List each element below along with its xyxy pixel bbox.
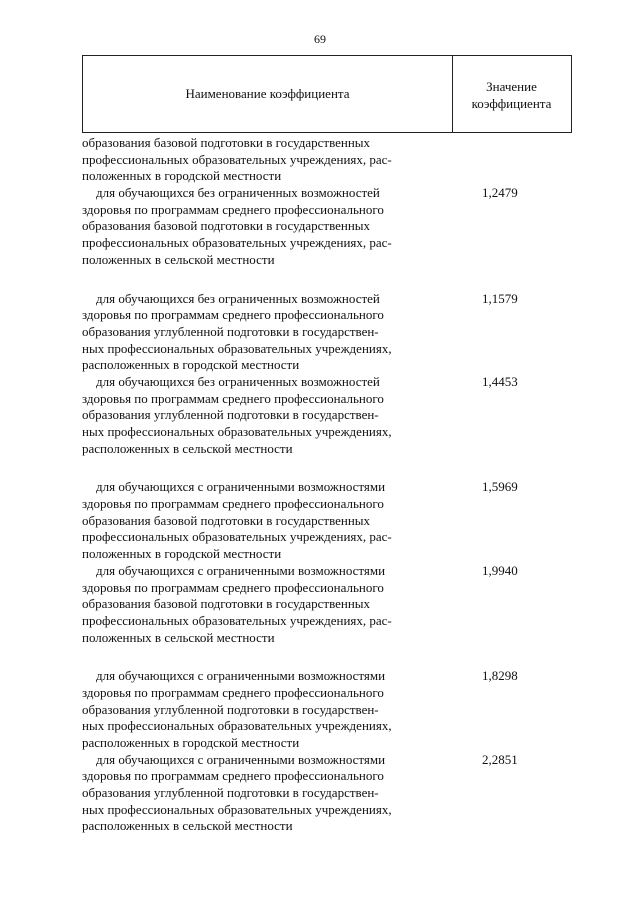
coefficient-name-line: образования базовой подготовки в государственных [82, 218, 371, 234]
coefficient-name-line: ных профессиональных образовательных учреждениях, [82, 801, 392, 817]
coefficient-value: 1,4453 [482, 373, 518, 389]
coefficient-name-line: здоровья по программам среднего профессионального [82, 768, 384, 784]
coefficient-name-line: образования углубленной подготовки в государствен- [82, 407, 379, 423]
coefficient-name-line: образования базовой подготовки в государственных [82, 596, 371, 612]
coefficient-value: 1,8298 [482, 668, 518, 684]
coefficient-value: 1,1579 [482, 290, 518, 306]
coefficient-name-line: образования углубленной подготовки в государствен- [82, 701, 379, 717]
coefficient-value: 1,9940 [482, 562, 518, 578]
coefficient-value: 2,2851 [482, 751, 518, 767]
table-row [82, 752, 572, 835]
column-header-name: Наименование коэффициента [185, 86, 350, 101]
coefficient-name-line: расположенных в сельской местности [82, 440, 293, 456]
table-row [82, 291, 572, 374]
page-number: 69 [314, 32, 326, 46]
column-header-value-line2: коэффициента [471, 96, 552, 111]
coefficient-name-line: ных профессиональных образовательных учреждениях, [82, 340, 392, 356]
coefficient-name-line: расположенных в сельской местности [82, 818, 293, 834]
coefficient-name-line: расположенных в городской местности [82, 357, 300, 373]
coefficient-name-line: образования базовой подготовки в государственных [82, 512, 371, 528]
coefficient-name-line: профессиональных образовательных учреждениях, рас- [82, 612, 392, 628]
coefficient-name-line: здоровья по программам среднего профессионального [82, 390, 384, 406]
coefficient-name-line: образования углубленной подготовки в государствен- [82, 785, 379, 801]
coefficient-name-line: расположенных в городской местности [82, 735, 300, 750]
table-row [82, 135, 572, 185]
coefficient-name [82, 185, 448, 268]
coefficient-name-line: ных профессиональных образовательных учреждениях, [82, 718, 392, 734]
coefficient-name [82, 291, 448, 374]
coefficient-name-line: для обучающихся с ограниченными возможностями [96, 562, 386, 578]
coefficient-name [82, 374, 448, 457]
coefficient-name [82, 563, 448, 646]
coefficient-name [82, 479, 448, 562]
coefficient-name-line: профессиональных образовательных учреждениях, рас- [82, 235, 392, 251]
coefficient-name [82, 752, 448, 835]
table-row [82, 374, 572, 457]
coefficient-name [82, 668, 448, 751]
coefficient-name-line: для обучающихся без ограниченных возможностей [96, 373, 380, 389]
coefficient-name-line: положенных в сельской местности [82, 629, 275, 645]
coefficient-value: 1,2479 [482, 185, 518, 201]
coefficient-name [82, 135, 448, 185]
coefficient-name-line: профессиональных образовательных учреждениях, рас- [82, 529, 392, 545]
table-row [82, 668, 572, 751]
coefficient-name-line: для обучающихся без ограниченных возможностей [96, 185, 380, 201]
coefficient-name-line: здоровья по программам среднего профессионального [82, 579, 384, 595]
coefficient-name-line: для обучающихся с ограниченными возможностями [96, 479, 386, 495]
coefficient-name-line: положенных в сельской местности [82, 251, 275, 267]
column-header-value-line1: Значение [486, 79, 537, 94]
coefficient-name-line: для обучающихся с ограниченными возможностями [96, 751, 386, 767]
table-header [82, 55, 572, 133]
coefficient-name-line: положенных в городской местности [82, 168, 282, 184]
coefficient-name-line: здоровья по программам среднего профессионального [82, 307, 384, 323]
table-row [82, 185, 572, 268]
coefficient-name-line: ных профессиональных образовательных учреждениях, [82, 424, 392, 439]
table-row [82, 563, 572, 646]
coefficient-value: 1,5969 [482, 479, 518, 495]
column-header-value [452, 56, 571, 132]
coefficient-name-line: для обучающихся без ограниченных возможностей [96, 290, 380, 306]
coefficient-name-line: здоровья по программам среднего профессионального [82, 201, 384, 217]
coefficient-name-line: образования базовой подготовки в государственных [82, 135, 371, 150]
coefficient-name-line: профессиональных образовательных учреждениях, рас- [82, 151, 392, 167]
coefficient-name-line: для обучающихся с ограниченными возможностями [96, 668, 386, 684]
coefficient-name-line: положенных в городской местности [82, 546, 282, 562]
coefficient-name-line: образования углубленной подготовки в государствен- [82, 323, 379, 339]
coefficient-name-line: здоровья по программам среднего профессионального [82, 496, 384, 512]
table-body [82, 135, 572, 835]
coefficient-name-line: здоровья по программам среднего профессионального [82, 684, 384, 700]
table-row [82, 479, 572, 562]
